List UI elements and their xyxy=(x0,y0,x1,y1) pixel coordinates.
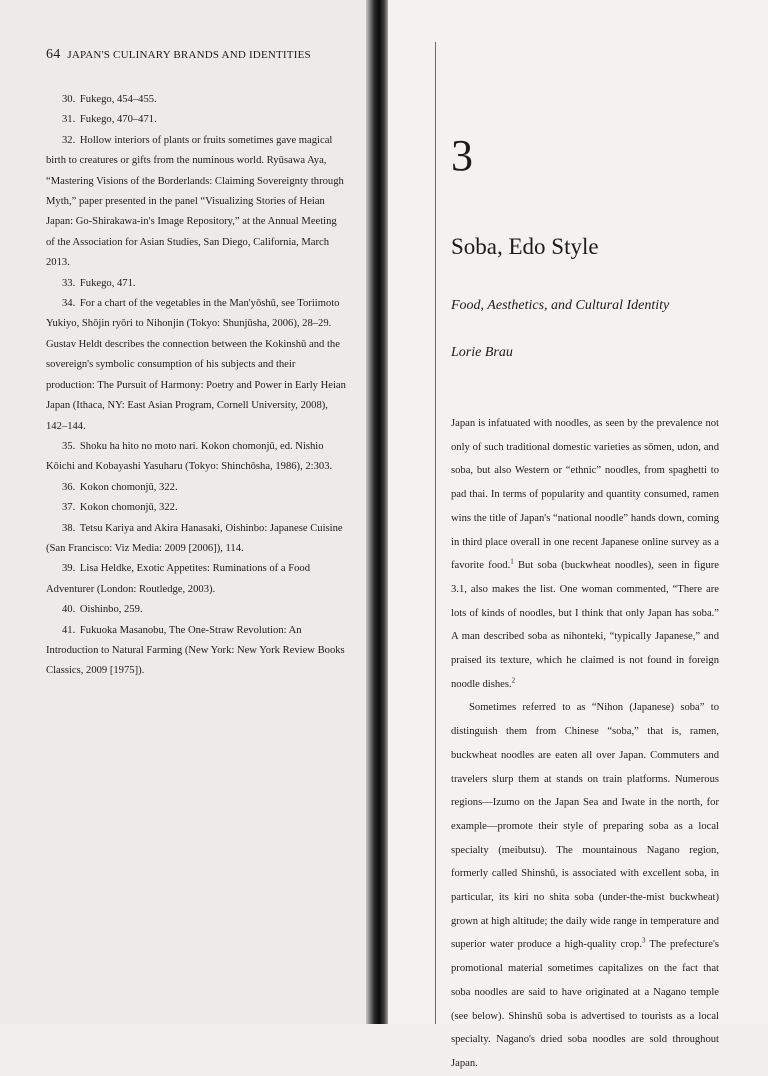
endnote-number: 38. xyxy=(62,522,76,534)
note-ref: 3 xyxy=(641,936,646,945)
endnote-number: 31. xyxy=(62,114,76,126)
chapter-subtitle: Food, Aesthetics, and Cultural Identity xyxy=(451,298,670,313)
endnote xyxy=(46,131,346,274)
endnote-number: 32. xyxy=(62,134,76,146)
endnote xyxy=(46,294,346,437)
endnote-text: Fukuoka Masanobu, The One-Straw Revolution: An Introduction to Natural Farming (New York: New York Review Books Classics, 2009 [1975]). xyxy=(46,624,345,677)
chapter-number: 3 xyxy=(451,131,473,180)
page-edge-line xyxy=(435,42,436,1024)
endnote-number: 36. xyxy=(62,481,76,493)
endnote xyxy=(46,498,346,518)
paragraph-text: Sometimes referred to as “Nihon (Japanese) soba” to distinguish them from Chinese “soba,” that is, ramen, buckwheat noodles are eaten all over Japan. Commuters and travelers slurp them at stands on train platforms. Numerous regions—Izumo on the Japan Sea and Iwate in the north, for example—promote their style of preparing soba as a local specialty (meibutsu). The mountainous Nagano region, formerly called Shinshū, is associated with excellent soba, in particular, its kiri no shita soba (under-the-mist buckwheat) grown at high altitude; the daily wide range in temperature and superior water produce a high-quality crop. xyxy=(451,702,719,951)
endnote-text: Hollow interiors of plants or fruits sometimes gave magical birth to creatures or gifts from the numinous world. Ryūsawa Aya, “Mastering Visions of the Borderlands: Claiming Sovereignty through Myth,” paper presented in the panel “Visualizing Stories of Heian Japan: Go-Shirakawa-in's Image Repository,” at the Annual Meeting of the Association for Asian Studies, San Diego, California, March 2013. xyxy=(46,134,344,269)
body-paragraph xyxy=(451,696,719,1075)
endnote-number: 30. xyxy=(62,94,76,105)
endnote-text: Tetsu Kariya and Akira Hanasaki, Oishinbo: Japanese Cuisine (San Francisco: Viz Media: 2009 [2006]), 114. xyxy=(46,522,343,554)
endnote-number: 41. xyxy=(62,624,76,636)
endnote xyxy=(46,621,346,682)
paragraph-text-cont: The prefecture's promotional material sometimes capitalizes on the fact that soba noodles are said to have originated at a Nagano temple (see below). Shinshū soba is advertised to tourists as a local specialty. Nagano's dried soba noodles are sold throughout Japan. xyxy=(451,939,719,1069)
endnote xyxy=(46,519,346,560)
endnote-number: 33. xyxy=(62,277,76,289)
book-gutter xyxy=(366,0,390,1024)
endnote xyxy=(46,600,346,620)
endnote xyxy=(46,478,346,498)
note-ref: 2 xyxy=(511,676,516,685)
endnote xyxy=(46,90,346,110)
endnote-text: Oishinbo, 259. xyxy=(79,604,143,616)
endnote-text: For a chart of the vegetables in the Man'yōshū, see Toriimoto Yukiyo, Shōjin ryōri to Nihonjin (Tokyo: Shunjūsha, 2006), 28–29. Gustav Heldt describes the connection between the Kokinshū and the sovereign's symbolic consumption of his subjects and their production: The Pursuit of Harmony: Poetry and Power in Early Heian Japan (Ithaca, NY: East Asian Program, Cornell University, 2008), 142–144. xyxy=(46,298,346,432)
paragraph-text: Japan is infatuated with noodles, as seen by the prevalence not only of such traditional domestic varieties as sōmen, udon, and soba, but also Western or “ethnic” noodles, from spaghetti to pad thai. In terms of popularity and quantity consumed, ramen wins the title of Japan's “national noodle” hands down, coming in third place overall in one recent Japanese online survey as a favorite food. xyxy=(451,418,719,572)
endnote-text: Fukego, 470–471. xyxy=(79,114,157,126)
endnote xyxy=(46,559,346,600)
endnote-number: 40. xyxy=(62,604,76,616)
endnote-text: Kokon chomonjū, 322. xyxy=(79,481,178,493)
body-paragraph xyxy=(451,412,719,696)
endnote-number: 37. xyxy=(62,502,76,514)
chapter-title: Soba, Edo Style xyxy=(451,234,599,259)
endnote-text: Lisa Heldke, Exotic Appetites: Ruminations of a Food Adventurer (London: Routledge, 2003). xyxy=(46,563,310,595)
endnotes-list xyxy=(46,90,346,682)
chapter-author: Lorie Brau xyxy=(451,345,513,360)
paragraph-text-cont: But soba (buckwheat noodles), seen in figure 3.1, also makes the list. One woman commented, “There are lots of kinds of noodles, but I think that only Japan has soba.” A man described soba as nihonteki, “typically Japanese,” and praised its texture, which he claimed is not found in foreign noodle dishes. xyxy=(451,560,720,690)
endnote-number: 35. xyxy=(62,440,76,452)
running-head xyxy=(46,47,311,63)
left-page xyxy=(0,0,372,1024)
note-ref: 1 xyxy=(510,557,514,566)
endnote-text: Fukego, 454–455. xyxy=(79,94,157,105)
chapter-body xyxy=(451,412,719,1076)
endnote xyxy=(46,437,346,478)
endnote xyxy=(46,110,346,130)
endnote-number: 34. xyxy=(62,298,76,310)
page-number: 64 xyxy=(46,47,61,62)
endnote-number: 39. xyxy=(62,563,76,575)
endnote-text: Kokon chomonjū, 322. xyxy=(79,502,178,514)
endnote xyxy=(46,274,346,294)
running-head-title: JAPAN'S CULINARY BRANDS AND IDENTITIES xyxy=(67,49,311,61)
endnote-text: Shoku ha hito no moto nari. Kokon chomonjū, ed. Nishio Kōichi and Kobayashi Yasuharu (Tokyo: Shinchōsha, 1986), 2:303. xyxy=(46,440,333,473)
endnote-text: Fukego, 471. xyxy=(79,277,136,289)
